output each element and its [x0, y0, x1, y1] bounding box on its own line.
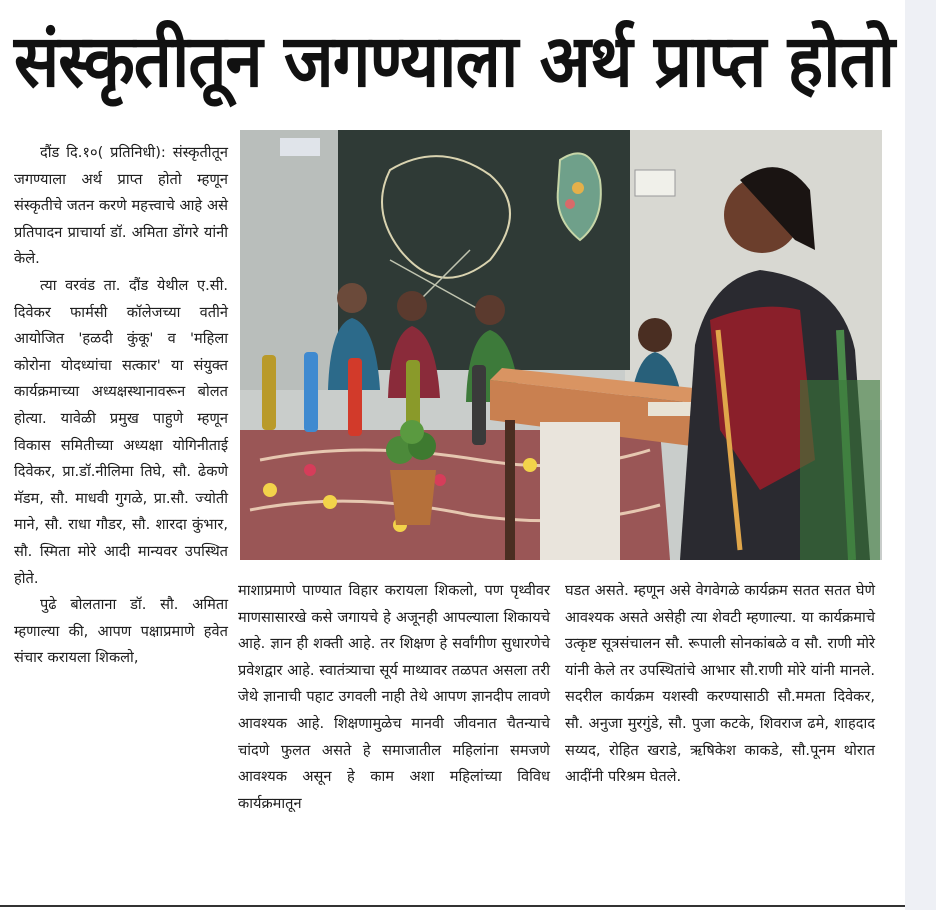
paragraph-conclusion: घडत असते. म्हणून असे वेगवेगळे कार्यक्रम सतत सतत घेणे आवश्यक असते असेही त्या शेवटी म्हणाल्या. या कार्यक्रमाचे उत्कृष्ट सूत्रसंचालन सौ. रूपाली सोनकांबळे व सौ. राणी मोरे यांनी केले तर उपस्थितांचे आभार सौ.राणी मोरे यांनी मानले. सदरील कार्यक्रम यशस्वी करण्यासाठी सौ.ममता दिवेकर, सौ. अनुजा मुरगुंडे, सौ. पुजा कटके, शिवराज ढमे, शाहदाद सय्यद, रोहित खराडे, ऋषिकेश काकडे, सौ.पूनम थोरात आदींनी परिश्रम घेतले. — [565, 582, 875, 786]
article-column-3 — [565, 578, 875, 791]
paragraph-intro: दौंड दि.१०( प्रतिनिधी): संस्कृतीतून जगण्याला अर्थ प्राप्त होतो म्हणून संस्कृतीचे जतन करणे महत्त्वाचे आहे असे प्रतिपादन प्राचार्या डॉ. अमिता डोंगरे यांनी केले. — [14, 144, 228, 268]
bottom-rule — [0, 905, 905, 907]
page-margin — [905, 0, 936, 910]
article-headline: संस्कृतीतून जगण्याला अर्थ प्राप्त होतो — [14, 18, 895, 104]
paragraph-speech-start: पुढे बोलताना डॉ. सौ. अमिता म्हणाल्या की, आपण पक्षाप्रमाणे हवेत संचार करायला शिकलो, — [14, 596, 228, 667]
event-photo — [240, 130, 882, 560]
article-column-2 — [238, 578, 550, 817]
article-column-1 — [14, 140, 228, 672]
paragraph-event: त्या वरवंड ता. दौंड येथील ए.सी. दिवेकर फार्मसी कॉलेजच्या वतीने आयोजित 'हळदी कुंकू' व 'महिला कोरोना योदध्यांचा सत्कार' या संयुक्त कार्यक्रमाच्या अध्यक्षस्थानावरून बोलत होत्या. यावेळी प्रमुख पाहुणे म्हणून विकास समितीच्या अध्यक्षा योगिनीताई दिवेकर, प्रा.डॉ.नीलिमा तिघे, सौ. ढेकणे मॅडम, सौ. माधवी गुगळे, प्रा.सौ. ज्योती माने, सौ. राधा गौडर, सौ. शारदा कुंभार, सौ. स्मिता मोरे आदी मान्यवर उपस्थित होते. — [14, 276, 228, 587]
paragraph-speech-middle: माशाप्रमाणे पाण्यात विहार करायला शिकलो, पण पृथ्वीवर माणसासारखे कसे जगायचे हे अजूनही आपल्याला शिकायचे आहे. ज्ञान ही शक्ती आहे. तर शिक्षण हे सर्वांगीण सुधारणेचे प्रवेशद्वार आहे. स्वातंत्र्याचा सूर्य माथ्यावर तळपत असला तरी जेथे ज्ञानाची पहाट उगवली नाही तेथे आपण ज्ञानदीप लावणे आवश्यक आहे. शिक्षणामुळेच मानवी जीवनात चैतन्याचे चांदणे फुलत असते हे समाजातील महिलांना समजणे आवश्यक असून हे काम अशा महिलांच्या विविध कार्यक्रमातून — [238, 582, 550, 812]
